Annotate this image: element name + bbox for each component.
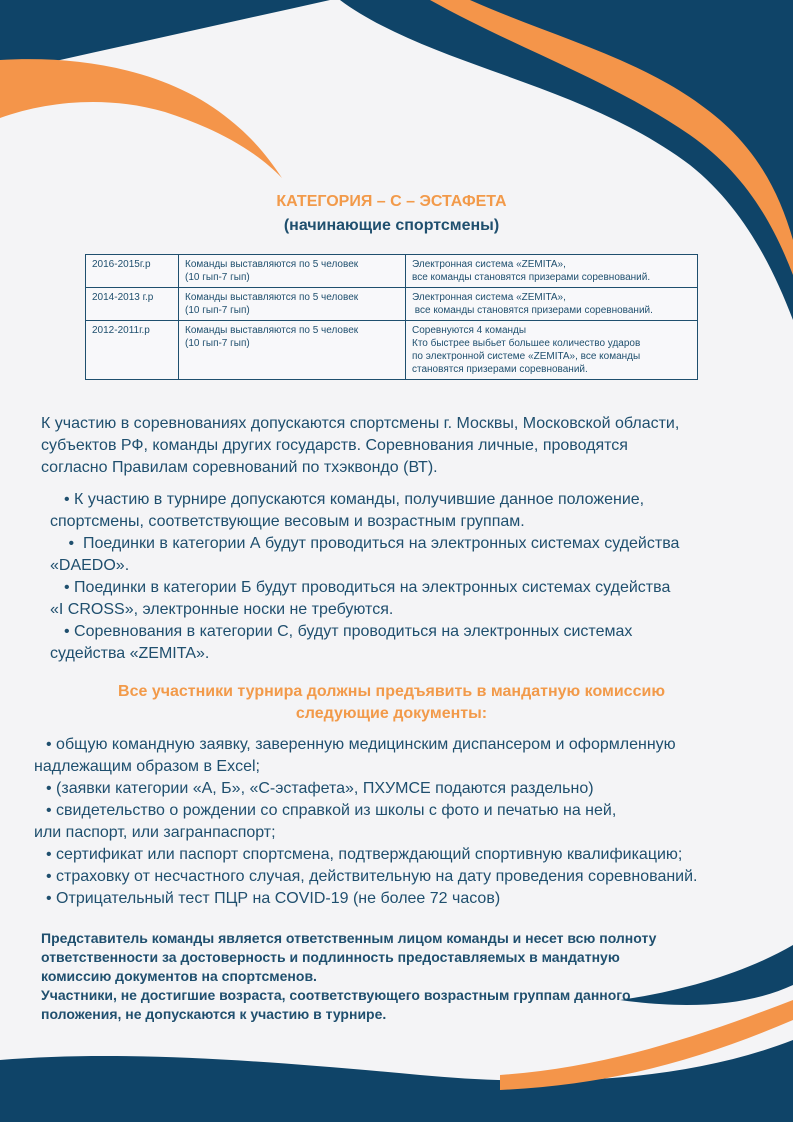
document-item: • общую командную заявку, заверенную медицинским диспансером и оформленную [46,736,676,753]
admission-line: К участию в соревнованиях допускаются спортсмены г. Москвы, Московской области, [41,415,680,432]
system-line: Электронная система «ZEMITA», [412,292,566,303]
teams-line: (10 гып-7 гып) [185,305,250,316]
document-item: • (заявки категории «А, Б», «С-эстафета», ПХУМСЕ подаются раздельно) [46,780,594,797]
admission-paragraph [41,413,761,479]
admission-line: согласно Правилам соревнований по тхэквондо (ВТ). [41,459,438,476]
documents-heading-line: следующие документы: [295,705,488,722]
teams-cell [179,288,406,321]
notice-line: Участники, не достигшие возраста, соответствующего возрастным группам данного [41,987,631,1003]
document-item: • Отрицательный тест ПЦР на COVID-19 (не более 72 часов) [46,890,501,907]
system-line: Соревнуются 4 команды [412,325,527,336]
system-cell [406,321,698,380]
notice-line: положения, не допускаются к участию в турнире. [41,1006,387,1022]
system-cell [406,255,698,288]
teams-cell [179,255,406,288]
responsibility-notice [41,929,761,1024]
system-line: по электронной системе «ZEMITA», все команды [412,351,641,362]
year-cell: 2016-2015г.р [86,255,179,288]
system-line: Электронная система «ZEMITA», [412,259,566,270]
documents-heading [0,681,783,725]
rule-item: • Соревнования в категории С, будут проводиться на электронных системах [64,623,633,640]
table-row [86,255,698,288]
documents-heading-line: Все участники турнира должны предъявить в мандатную комиссию [118,683,665,700]
system-cell [406,288,698,321]
documents-list [34,734,764,910]
system-line: Кто быстрее выбьет большее количество ударов [412,338,641,349]
rule-item: • К участию в турнире допускаются команды, получившие данное положение, [64,491,645,508]
document-item-cont: или паспорт, или загранпаспорт; [34,824,276,841]
notice-line: ответственности за достоверность и подлинность предоставляемых в мандатную [41,949,620,965]
document-item: • свидетельство о рождении со справкой из школы с фото и печатью на ней, [46,802,617,819]
rule-item-cont: судейства «ZEMITA». [50,645,210,662]
notice-line: Представитель команды является ответственным лицом команды и несет всю полноту [41,930,657,946]
year-cell: 2012-2011г.р [86,321,179,380]
notice-line: комиссию документов на спортсменов. [41,968,317,984]
rule-item: • Поединки в категории Б будут проводиться на электронных системах судейства [64,579,671,596]
category-title: КАТЕГОРИЯ – С – ЭСТАФЕТА [276,193,507,210]
teams-cell [179,321,406,380]
teams-line: Команды выставляются по 5 человек [185,292,359,303]
document-item: • сертификат или паспорт спортсмена, подтверждающий спортивную квалификацию; [46,846,683,863]
rule-item-cont: спортсмены, соответствующие весовым и возрастным группам. [50,513,525,530]
rule-item-cont: «I CROSS», электронные носки не требуются. [50,601,394,618]
teams-line: Команды выставляются по 5 человек [185,325,359,336]
system-line: все команды становятся призерами соревнований. [412,305,653,316]
category-subtitle: (начинающие спортсмены) [283,217,500,234]
document-item-cont: надлежащим образом в Excel; [34,758,260,775]
year-cell: 2014-2013 г.р [86,288,179,321]
document-item: • страховку от несчастного случая, действительную на дату проведения соревнований. [46,868,698,885]
category-table [85,254,698,380]
system-line: становятся призерами соревнований. [412,364,588,375]
table-row [86,321,698,380]
rules-list [50,489,770,665]
teams-line: (10 гып-7 гып) [185,272,250,283]
rule-item-cont: «DAEDO». [50,557,130,574]
table-row [86,288,698,321]
rule-item: • Поединки в категории А будут проводиться на электронных системах судейства [64,535,680,552]
teams-line: (10 гып-7 гып) [185,338,250,349]
admission-line: субъектов РФ, команды других государств. Соревнования личные, проводятся [41,437,628,454]
teams-line: Команды выставляются по 5 человек [185,259,359,270]
system-line: все команды становятся призерами соревнований. [412,272,651,283]
